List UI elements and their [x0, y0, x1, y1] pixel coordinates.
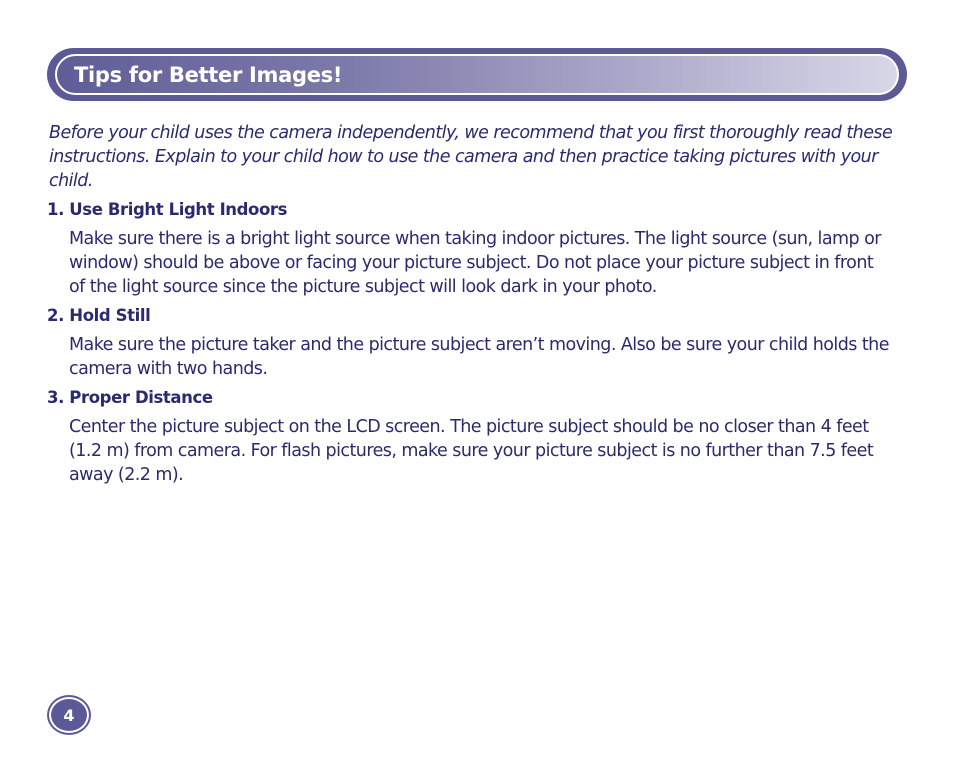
- page-title: Tips for Better Images!: [74, 62, 343, 87]
- section-heading-hold-still: 2. Hold Still: [47, 306, 151, 325]
- section-title-banner-inner: [55, 54, 899, 95]
- section-body-bright-light: Make sure there is a bright light source when taking indoor pictures. The light source (sun, lamp or window) should be above or facing your picture subject. Do not place your picture subject in front of the light source since the picture subject will look dark in your photo.: [69, 229, 881, 297]
- section-body-proper-distance: Center the picture subject on the LCD screen. The picture subject should be no closer than 4 feet (1.2 m) from camera. For flash pictures, make sure your picture subject is no further than 7.5 feet away (2.2 m).: [69, 417, 874, 485]
- page-number: 4: [63, 705, 75, 725]
- section-heading-bright-light: 1. Use Bright Light Indoors: [47, 200, 288, 219]
- page-number-badge: [49, 697, 89, 733]
- section-body-hold-still: Make sure the picture taker and the picture subject aren’t moving. Also be sure your child holds the camera with two hands.: [69, 335, 889, 379]
- section-title-banner: [47, 48, 907, 101]
- section-heading-proper-distance: 3. Proper Distance: [47, 388, 213, 407]
- intro-paragraph: Before your child uses the camera independently, we recommend that you first thoroughly read these instructions. Explain to your child how to use the camera and then practice taking pictures with your child.: [49, 123, 893, 191]
